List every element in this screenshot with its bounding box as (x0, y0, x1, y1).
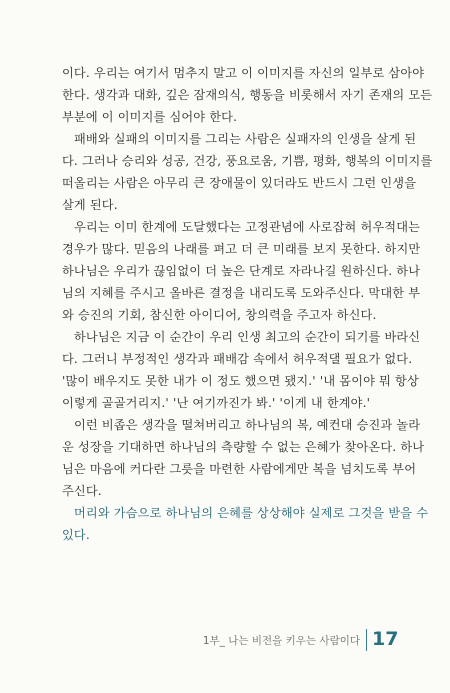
text-line: 머리와 가슴으로 하나님의 은혜를 상상해야 실제로 그것을 받을 수 (74, 506, 429, 520)
text-line: 떠올리는 사람은 아무리 큰 장애물이 있더라도 반드시 그런 인생을 (62, 176, 417, 190)
text-line: 살게 된다. (62, 198, 118, 212)
footer-divider (366, 629, 367, 651)
page-footer (0, 625, 450, 655)
text-line: 하나님은 지금 이 순간이 우리 인생 최고의 순간이 되기를 바라신 (74, 330, 421, 344)
paragraph-5 (62, 414, 425, 502)
text-line: 패배와 실패의 이미지를 그리는 사람은 실패자의 인생을 살게 된 (74, 132, 417, 146)
text-line: 부분에 이 이미지를 심어야 한다. (62, 110, 238, 124)
text-line: 님은 마음에 커다란 그릇을 마련한 사람에게만 복을 넘치도록 부어 (62, 462, 417, 476)
text-line: 있다. (62, 528, 90, 542)
page-number: 17 (372, 628, 399, 650)
paragraph-2 (62, 128, 433, 216)
running-head: 1부_ 나는 비전을 키우는 사람이다 (202, 635, 360, 647)
highlighted-paragraph (62, 502, 429, 546)
paragraph-1 (62, 62, 433, 128)
text-line: 와 승진의 기회, 참신한 아이디어, 창의력을 주고자 하신다. (62, 308, 377, 322)
text-line: 님의 지혜를 주시고 올바른 결정을 내리도록 도와주신다. 막대한 부 (62, 286, 421, 300)
text-line: '많이 배우지도 못한 내가 이 정도 했으면 됐지.' '내 몸이야 뭐 항상 (62, 374, 419, 388)
text-line: 운 성장을 기대하면 하나님의 측량할 수 없는 은혜가 찾아온다. 하나 (62, 440, 425, 454)
text-line: 다. 그러나 승리와 성공, 건강, 풍요로움, 기쁨, 평화, 행복의 이미지를 (62, 154, 433, 168)
text-line: 경우가 많다. 믿음의 나래를 펴고 더 큰 미래를 보지 못한다. 하지만 (62, 242, 421, 256)
paragraph-4 (62, 326, 421, 414)
text-line: 우리는 이미 한계에 도달했다는 고정관념에 사로잡혀 허우적대는 (74, 220, 421, 234)
text-line: 이런 비좁은 생각을 떨쳐버리고 하나님의 복, 예컨대 승진과 놀라 (74, 418, 421, 432)
paragraph-3 (62, 216, 421, 326)
text-line: 다. 그러니 부정적인 생각과 패배감 속에서 허우적댈 필요가 없다. (62, 352, 413, 366)
text-line: 한다. 생각과 대화, 깊은 잠재의식, 행동을 비롯해서 자기 존재의 모든 (62, 88, 433, 102)
text-line: 주신다. (62, 484, 102, 498)
text-line: 이렇게 골골거리지.' '난 여기까진가 봐.' '이게 내 한계야.' (62, 396, 371, 410)
text-line: 이다. 우리는 여기서 멈추지 말고 이 이미지를 자신의 일부로 삼아야 (62, 66, 425, 80)
text-line: 하나님은 우리가 끊임없이 더 높은 단계로 자라나길 원하신다. 하나 (62, 264, 421, 278)
